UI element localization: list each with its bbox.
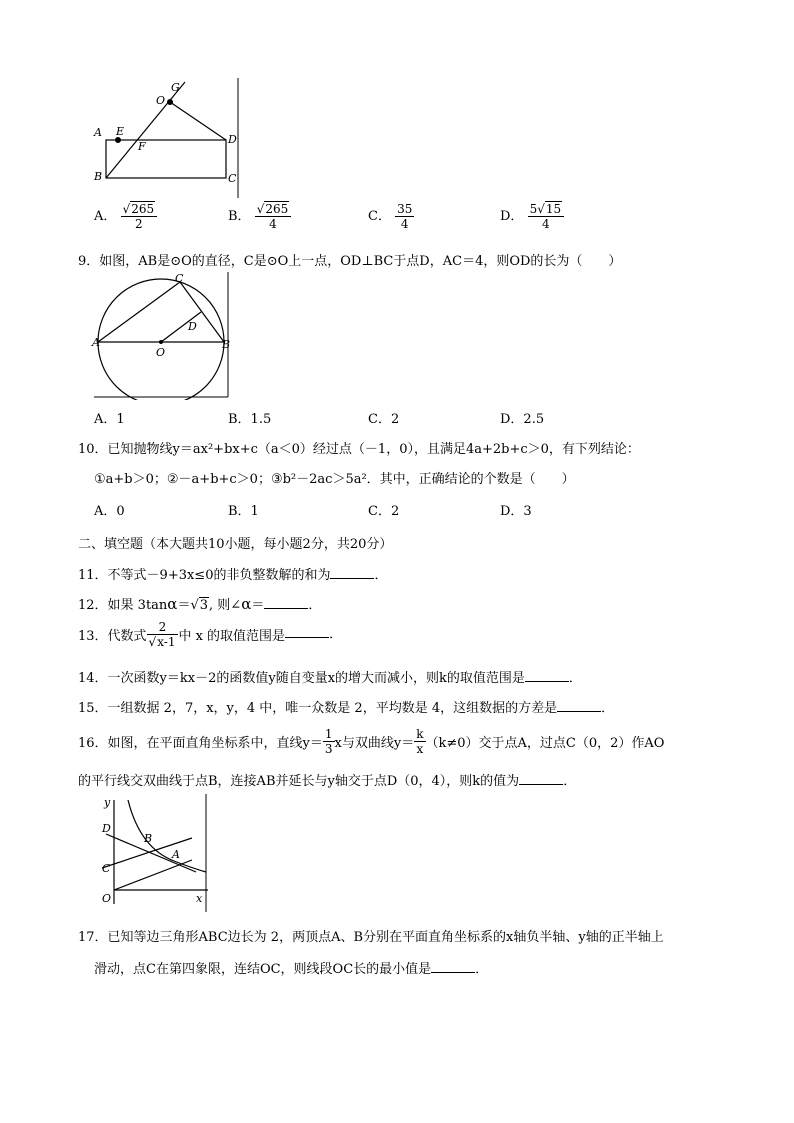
answer-blank[interactable] bbox=[285, 626, 329, 638]
label-B: B bbox=[94, 170, 103, 183]
label-C: C bbox=[102, 862, 111, 875]
q8-option-d: D． $\frac{5√15}{4}$ bbox=[500, 202, 564, 231]
label-O: O bbox=[156, 94, 166, 107]
answer-blank[interactable] bbox=[264, 597, 308, 609]
q10-line1: 10．已知抛物线y＝ax²+bx+c（a＜0）经过点（－1，0），且满足4a+2b+c＞0，有下列结论： bbox=[78, 442, 640, 457]
q8-option-a: A． $\frac{√265}{2}$ bbox=[94, 202, 157, 231]
q11: 11．不等式－9+3x≤0的非负整数解的和为 ． bbox=[78, 568, 388, 583]
answer-blank[interactable] bbox=[330, 567, 374, 579]
q10-option-c: C．2 bbox=[368, 504, 400, 519]
q9-option-a: A．1 bbox=[94, 412, 125, 427]
q16-line1: 16．如图，在平面直角坐标系中，直线y＝ $\frac{1}{3}$ x与双曲线y＝ $\frac{k}{x}$ （k≠0）交于点A，过点C（0，2）作AO bbox=[78, 727, 665, 756]
label-B: B bbox=[222, 338, 231, 351]
q16-line2: 的平行线交双曲线于点B，连接AB并延长与y轴交于点D（0，4），则k的值为 ． bbox=[78, 774, 577, 789]
q9-option-b: B．1.5 bbox=[228, 412, 272, 427]
label-O: O bbox=[156, 346, 166, 359]
q8-option-c: C． $\frac{35}{4}$ bbox=[368, 202, 413, 231]
q17-line2: 滑动，点C在第四象限，连结OC，则线段OC长的最小值是 ． bbox=[94, 962, 489, 977]
q9-option-c: C．2 bbox=[368, 412, 400, 427]
label-O: O bbox=[102, 892, 112, 905]
figure-q16 bbox=[92, 794, 214, 914]
label-E: E bbox=[116, 125, 125, 138]
figure-q9 bbox=[88, 272, 236, 400]
q10-option-a: A．0 bbox=[94, 504, 125, 519]
answer-blank[interactable] bbox=[557, 700, 601, 712]
label-G: G bbox=[171, 81, 180, 94]
q14: 14．一次函数y＝kx－2的函数值y随自变量x的增大而减小，则k的取值范围是 ． bbox=[78, 671, 582, 686]
q15: 15．一组数据 2，7，x，y，4 中，唯一众数是 2，平均数是 4，这组数据的方差是 ． bbox=[78, 701, 615, 716]
label-A: A bbox=[172, 848, 180, 861]
label-C: C bbox=[228, 172, 237, 185]
q12: 12．如果 3tanα＝√3, 则∠α＝ ． bbox=[78, 595, 322, 613]
label-C: C bbox=[175, 272, 184, 285]
answer-blank[interactable] bbox=[519, 773, 563, 785]
axis-y-label: y bbox=[104, 796, 111, 809]
q10-line2: ①a+b＞0；②－a+b+c＞0；③b²－2ac＞5a²．其中，正确结论的个数是（ ） bbox=[94, 472, 575, 487]
q10-option-b: B．1 bbox=[228, 504, 259, 519]
label-B: B bbox=[144, 832, 153, 845]
q13: 13．代数式 $\frac{2}{√x-1}$ 中 x 的取值范围是 ． bbox=[78, 620, 343, 649]
answer-blank[interactable] bbox=[431, 961, 475, 973]
answer-blank[interactable] bbox=[525, 670, 569, 682]
section-heading: 二、填空题（本大题共10小题，每小题2分，共20分） bbox=[78, 537, 393, 552]
label-D: D bbox=[188, 320, 197, 333]
label-A: A bbox=[92, 336, 100, 349]
q9-option-d: D．2.5 bbox=[500, 412, 545, 427]
label-A: A bbox=[94, 126, 102, 139]
q9-text: 9．如图，AB是⊙O的直径，C是⊙O上一点，OD⊥BC于点D，AC＝4，则OD的长为（ ） bbox=[78, 254, 622, 269]
label-D: D bbox=[102, 822, 111, 835]
label-D: D bbox=[228, 133, 237, 146]
axis-x-label: x bbox=[196, 892, 203, 905]
q8-option-b: B． $\frac{√265}{4}$ bbox=[228, 202, 291, 231]
label-F: F bbox=[138, 140, 146, 153]
figure-q8 bbox=[90, 78, 250, 200]
q17-line1: 17．已知等边三角形ABC边长为 2，两顶点A、B分别在平面直角坐标系的x轴负半轴、y轴的正半轴上 bbox=[78, 930, 664, 945]
q10-option-d: D．3 bbox=[500, 504, 532, 519]
